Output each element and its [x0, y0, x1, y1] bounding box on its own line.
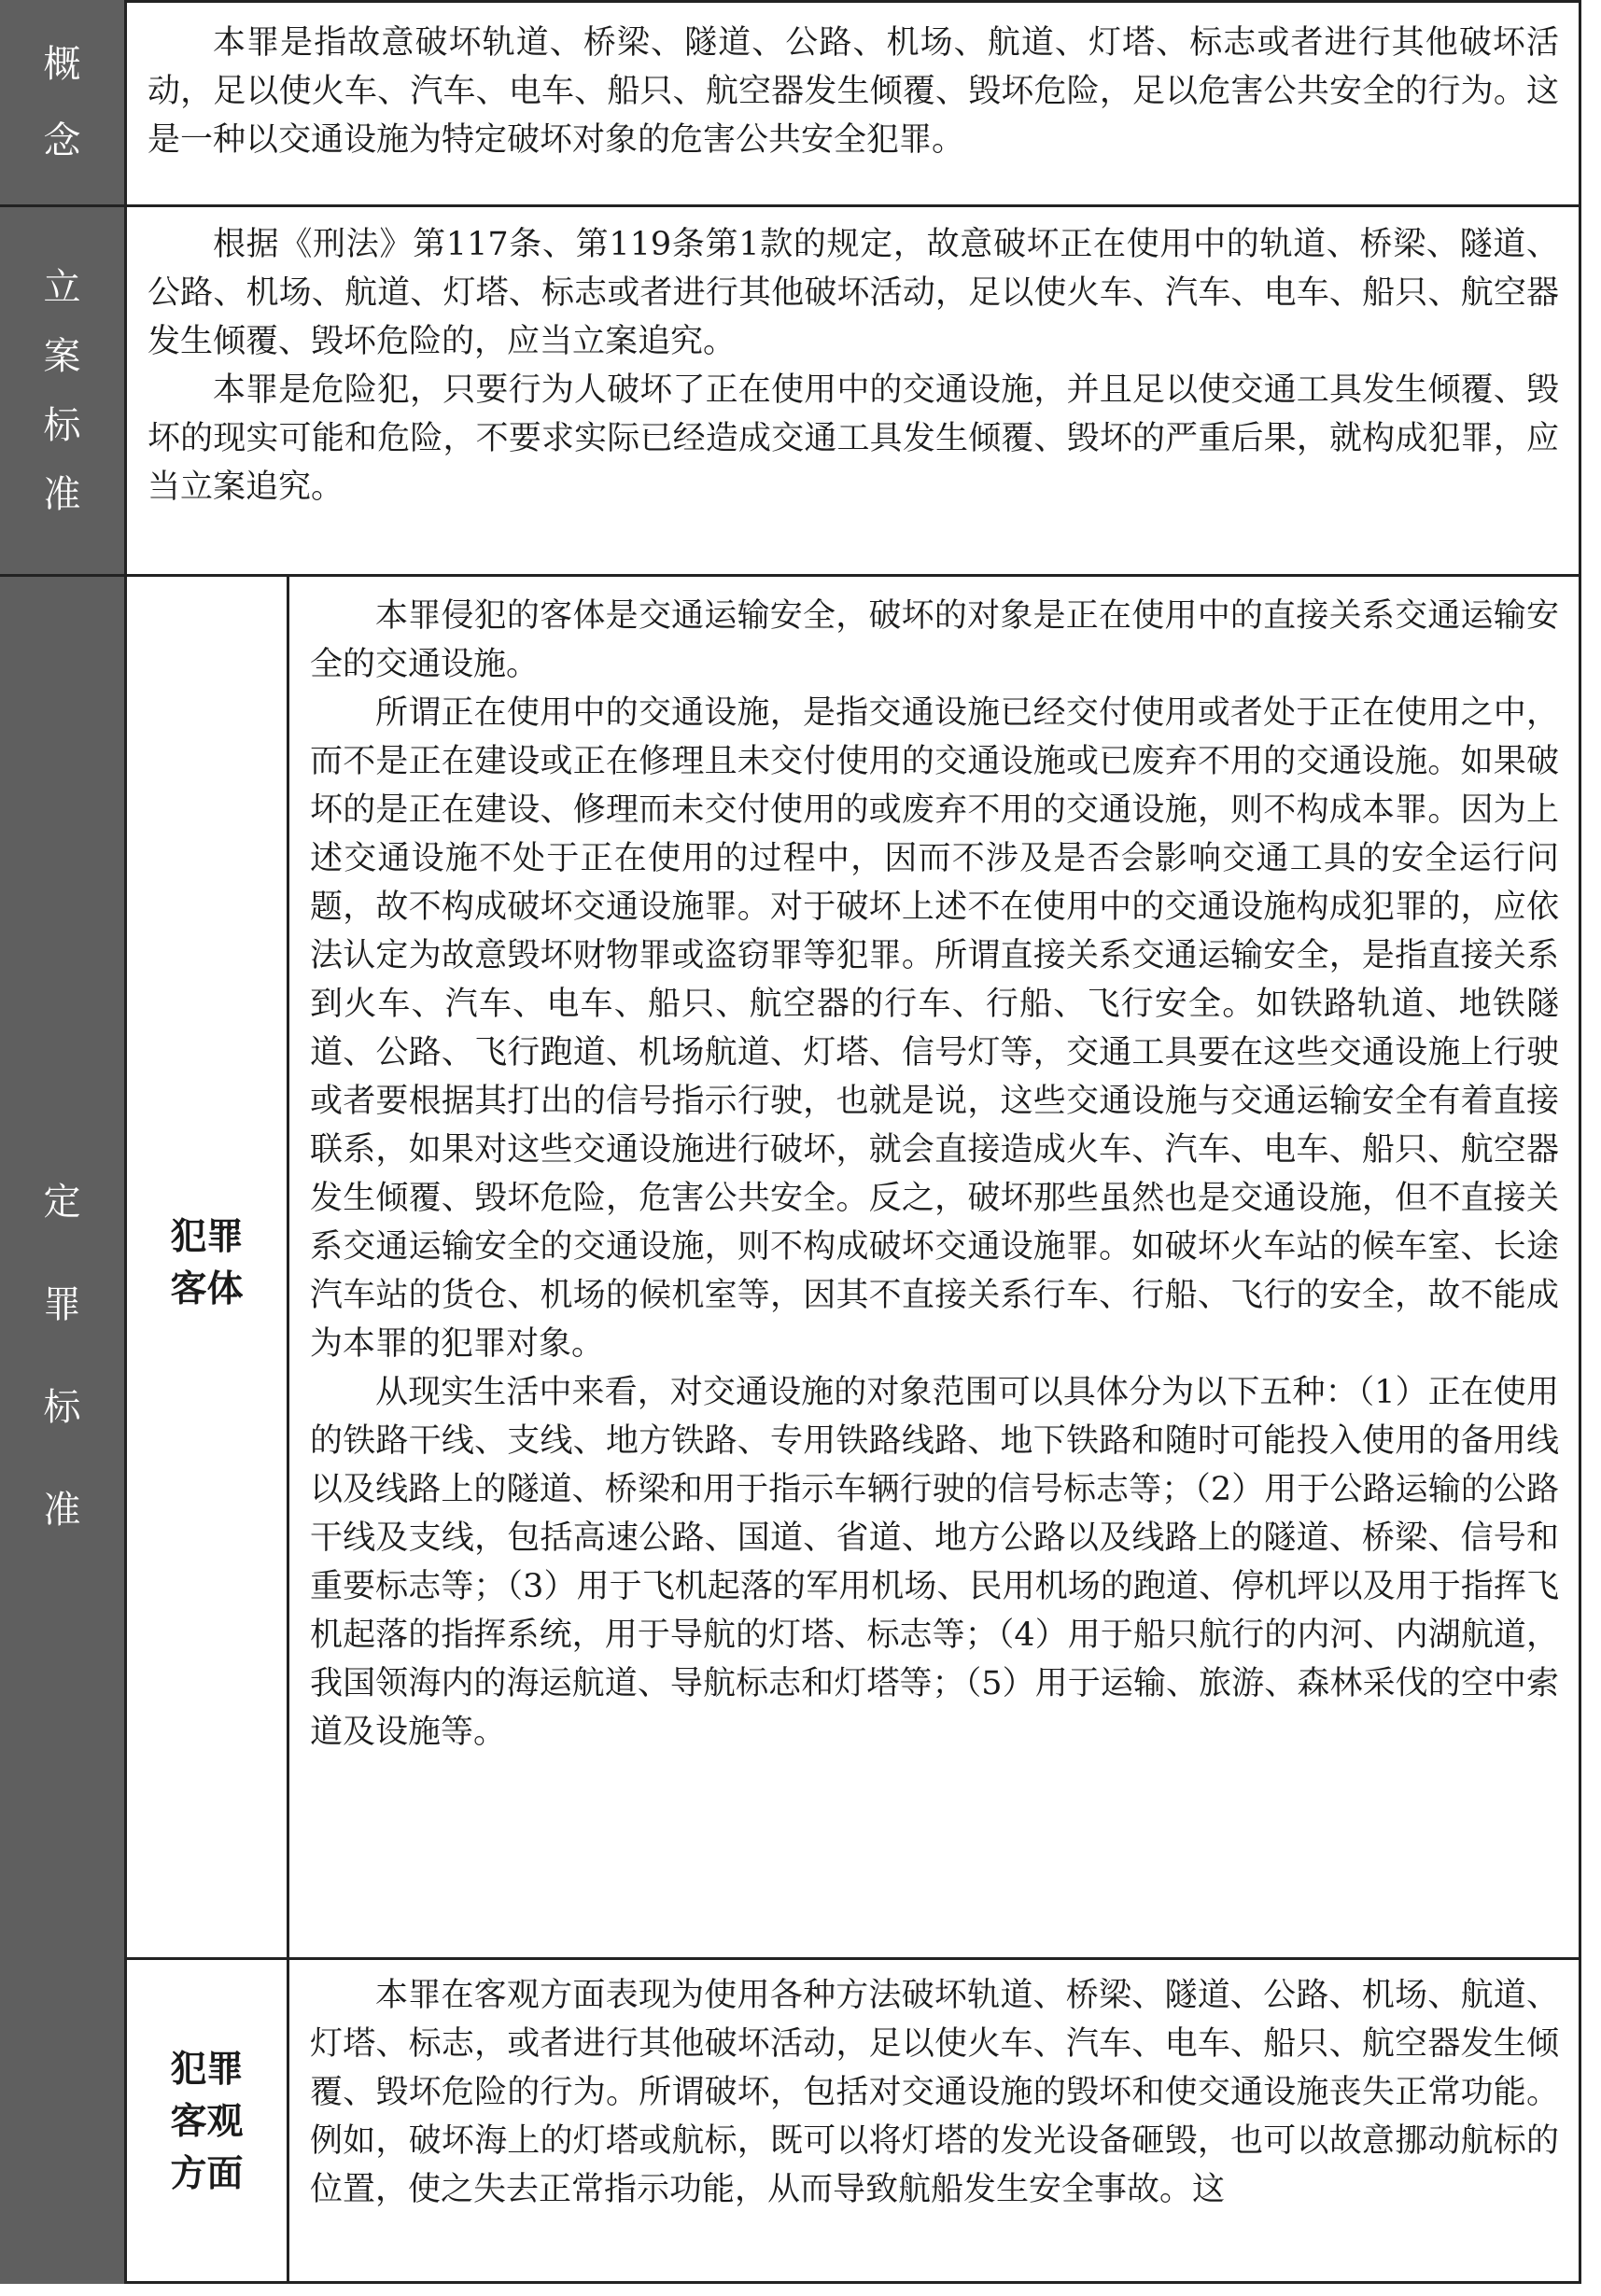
conviction-header-char-4: 准: [43, 1488, 81, 1532]
filing-standard-header: [0, 207, 127, 574]
crime-object-content: [289, 577, 1581, 1957]
crime-object-label-cell: [127, 577, 289, 1957]
concept-paragraph: 本罪是指故意破坏轨道、桥梁、隧道、公路、机场、航道、灯塔、标志或者进行其他破坏活动，足以使火车、汽车、电车、船只、航空器发生倾覆、毁坏危险，足以危害公共安全的行为。这是一种以交通设施为特定破坏对象的危害公共安全犯罪。: [147, 24, 1559, 159]
conviction-header-char-2: 罪: [43, 1282, 81, 1326]
concept-content: [127, 0, 1581, 204]
filing-header-char-2: 案: [43, 334, 81, 378]
crime-object-paragraph-2: 所谓正在使用中的交通设施，是指交通设施已经交付使用或者处于正在使用之中，而不是正在建设或正在修理且未交付使用的交通设施或已废弃不用的交通设施。如果破坏的是正在建设、修理而未交付使用的或废弃不用的交通设施，则不构成本罪。因为上述交通设施不处于正在使用的过程中，因而不涉及是否会影响交通工具的安全运行问题，故不构成破坏交通设施罪。对于破坏上述不在使用中的交通设施构成犯罪的，应依法认定为故意毁坏财物罪或盗窃罪等犯罪。所谓直接关系交通运输安全，是指直接关系到火车、汽车、电车、船只、航空器的行车、行船、飞行安全。如铁路轨道、地铁隧道、公路、飞行跑道、机场航道、灯塔、信号灯等，交通工具要在这些交通设施上行驶或者要根据其打出的信号指示行驶，也就是说，这些交通设施与交通运输安全有着直接联系，如果对这些交通设施进行破坏，就会直接造成火车、汽车、电车、船只、航空器发生倾覆、毁坏危险，危害公共安全。反之，破坏那些虽然也是交通设施，但不直接关系交通运输安全的交通设施，则不构成破坏交通设施罪。如破坏火车站的候车室、长途汽车站的货仓、机场的候机室等，因其不直接关系行车、行船、飞行的安全，故不能成为本罪的犯罪对象。: [310, 694, 1559, 1363]
crime-object-paragraph-3: 从现实生活中来看，对交通设施的对象范围可以具体分为以下五种：（1）正在使用的铁路干线、支线、地方铁路、专用铁路线路、地下铁路和随时可能投入使用的备用线以及线路上的隧道、桥梁和用于指示车辆行驶的信号标志等；（2）用于公路运输的公路干线及支线，包括高速公路、国道、省道、地方公路以及线路上的隧道、桥梁、信号和重要标志等；（3）用于飞机起落的军用机场、民用机场的跑道、停机坪以及用于指挥飞机起落的指挥系统，用于导航的灯塔、标志等；（4）用于船只航行的内河、内湖航道，我国领海内的海运航道、导航标志和灯塔等；（5）用于运输、旅游、森林采伐的空中索道及设施等。: [310, 1374, 1559, 1751]
crime-objective-label-cell: [127, 1960, 289, 2284]
conviction-header-char-3: 标: [43, 1385, 81, 1429]
concept-header: [0, 0, 127, 204]
filing-header-char-3: 标: [43, 403, 81, 447]
filing-header-char-1: 立: [43, 265, 81, 309]
filing-paragraph-2: 本罪是危险犯，只要行为人破坏了正在使用中的交通设施，并且足以使交通工具发生倾覆、毁坏的现实可能和危险，不要求实际已经造成交通工具发生倾覆、毁坏的严重后果，就构成犯罪，应当立案追究。: [147, 371, 1559, 506]
crime-object-paragraph-1: 本罪侵犯的客体是交通运输安全，破坏的对象是正在使用中的直接关系交通运输安全的交通设施。: [310, 597, 1559, 683]
crime-objective-paragraph-1: 本罪在客观方面表现为使用各种方法破坏轨道、桥梁、隧道、公路、机场、航道、灯塔、标志，或者进行其他破坏活动，足以使火车、汽车、电车、船只、航空器发生倾覆、毁坏危险的行为。所谓破坏，包括对交通设施的毁坏和使交通设施丧失正常功能。例如，破坏海上的灯塔或航标，既可以将灯塔的发光设备砸毁，也可以故意挪动航标的位置，使之失去正常指示功能，从而导致航船发生安全事故。这: [310, 1977, 1559, 2208]
crime-objective-content: [289, 1960, 1581, 2284]
crime-object-section: [127, 577, 1581, 1960]
crime-objective-section: [127, 1960, 1581, 2284]
filing-paragraph-1: 根据《刑法》第117条、第119条第1款的规定，故意破坏正在使用中的轨道、桥梁、隧道、公路、机场、航道、灯塔、标志或者进行其他破坏活动，足以使火车、汽车、电车、船只、航空器发生倾覆、毁坏危险的，应当立案追究。: [147, 226, 1559, 360]
conviction-header-char-1: 定: [43, 1180, 81, 1224]
conviction-standard-row: [0, 577, 1581, 2284]
concept-row: [0, 0, 1581, 207]
filing-standard-content: [127, 207, 1581, 574]
concept-header-char-2: 念: [43, 119, 81, 162]
crime-objective-label: 犯罪客观方面: [170, 2048, 244, 2195]
crime-object-label: 犯罪客体: [170, 1216, 244, 1310]
conviction-standard-header: [0, 577, 127, 2284]
concept-header-char-1: 概: [43, 42, 81, 86]
filing-header-char-4: 准: [43, 472, 81, 516]
filing-standard-row: [0, 207, 1581, 577]
